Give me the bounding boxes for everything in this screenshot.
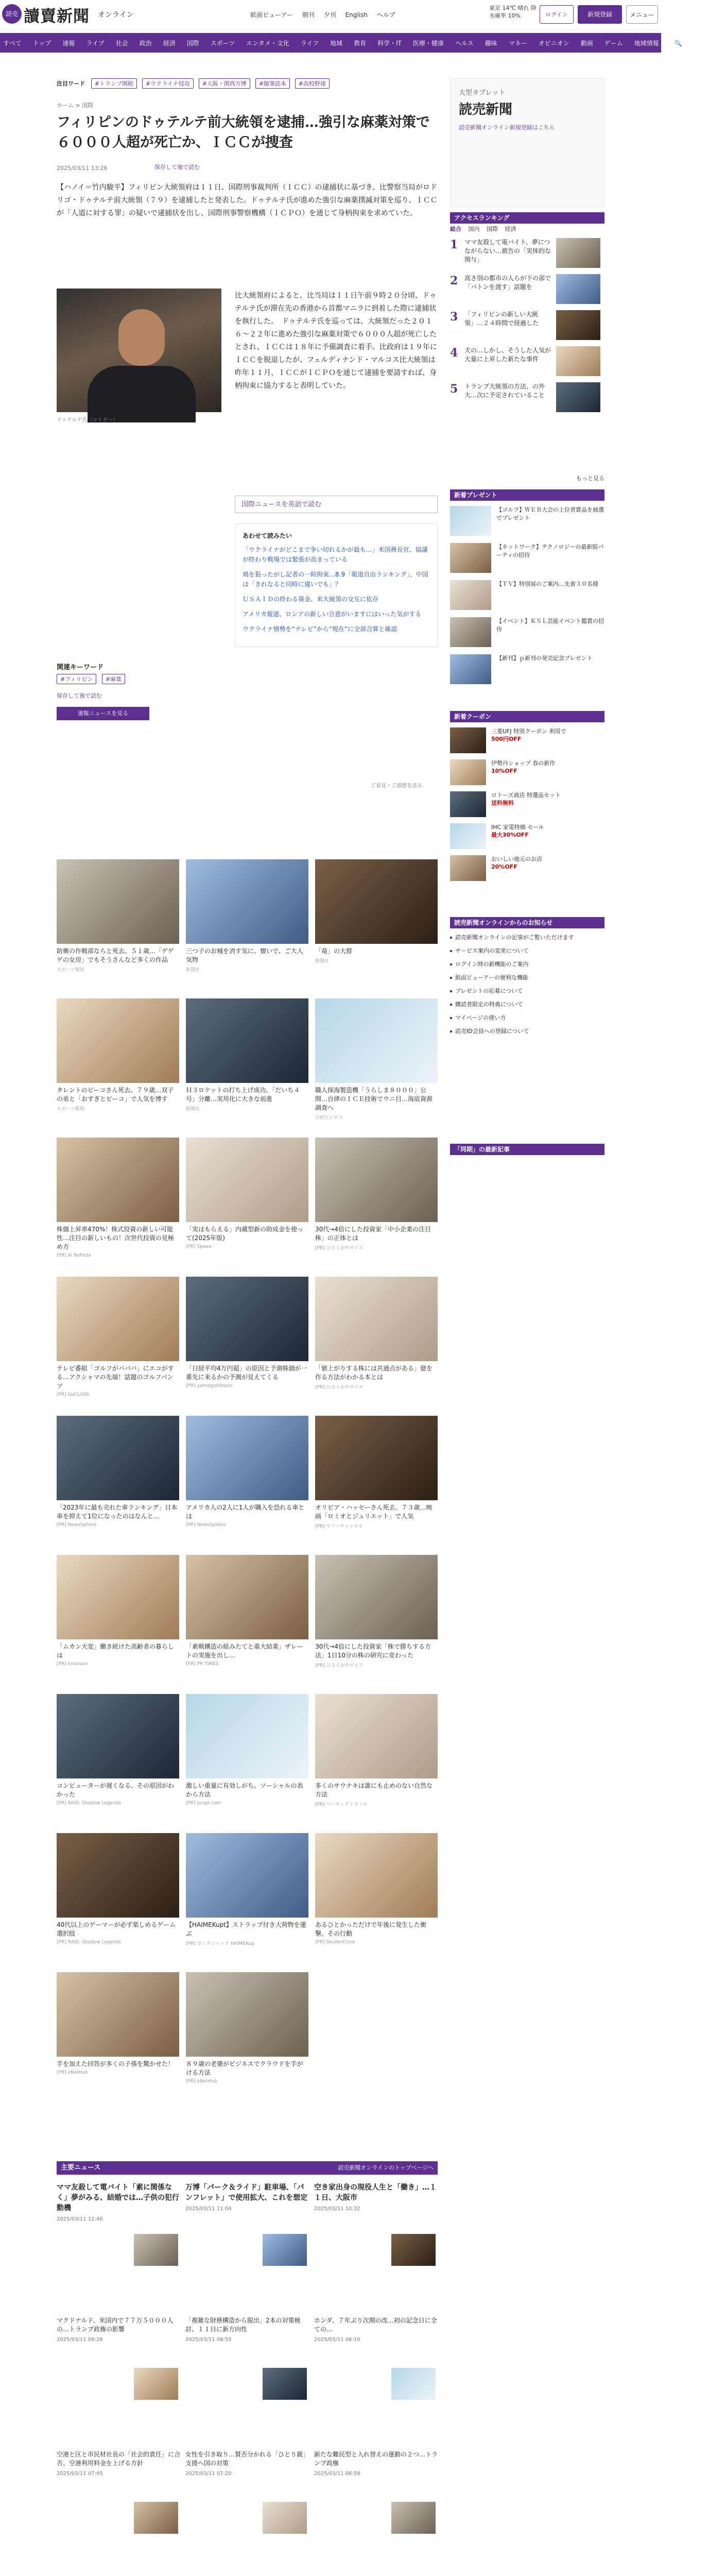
news-time: 2025/03/11 12:46 xyxy=(57,2216,103,2222)
present-item[interactable] xyxy=(450,617,604,647)
recommend-thumbnail[interactable] xyxy=(315,1277,438,1361)
recommend-card[interactable] xyxy=(186,1833,308,1946)
recommend-thumbnail[interactable] xyxy=(57,1138,179,1222)
present-thumbnail[interactable] xyxy=(450,543,491,573)
recommend-title[interactable]: 「2023年に最も売れた車ランキング」日本車を抑えて1位になったのはなんと… xyxy=(57,1504,178,1520)
tags-label: 注目ワード xyxy=(57,80,85,87)
recommend-source: 新聞社 xyxy=(186,968,200,973)
ranking-number: 5 xyxy=(450,382,458,396)
recommend-title[interactable]: 株価上昇率470%！株式投資の新しい可能性…注目の新しいもの！次世代投資の見極め方 xyxy=(57,1226,175,1250)
notice-item[interactable]: 読売新聞オンラインの記事がご覧いただけます xyxy=(450,934,604,942)
coupon-thumbnail[interactable] xyxy=(450,823,486,849)
recommend-thumbnail[interactable] xyxy=(186,1694,308,1778)
nav-item[interactable]: トップ xyxy=(32,39,51,47)
related-articles xyxy=(235,523,438,647)
nav-item[interactable]: 地域情報 xyxy=(634,39,659,47)
recommend-source: 新聞社 xyxy=(186,1107,200,1112)
notice-list xyxy=(450,934,604,1041)
recommend-card[interactable] xyxy=(57,859,179,973)
news-time: 2025/03/11 07:45 xyxy=(57,2471,103,2477)
recommend-thumbnail[interactable] xyxy=(186,1555,308,1639)
recommend-source: スポーツ報知 xyxy=(57,968,84,973)
recommend-source: [PR] ワーキングトラッキ xyxy=(315,1802,368,1807)
recommend-source: [PR] kireinavi xyxy=(57,1662,88,1667)
recommend-card[interactable] xyxy=(57,998,179,1112)
news-item[interactable] xyxy=(314,2182,438,2212)
nav-item[interactable]: オピニオン xyxy=(538,39,569,47)
recommend-card[interactable] xyxy=(315,1694,438,1807)
recommend-card[interactable] xyxy=(315,1277,438,1390)
recommend-title[interactable]: タレントのピーコさん死去、７９歳…双子の弟と「おすぎとピーコ」で人気を博す xyxy=(57,1087,174,1103)
recommend-card[interactable] xyxy=(315,1555,438,1668)
notice-item[interactable]: ログイン時の新機能のご案内 xyxy=(450,960,604,969)
top-links xyxy=(250,10,403,19)
nav-item[interactable]: マネー xyxy=(508,39,527,47)
recommend-thumbnail[interactable] xyxy=(57,998,179,1083)
nav-item[interactable]: 趣味 xyxy=(485,39,497,47)
recommend-source: [PR] pcopt.com xyxy=(186,1801,222,1806)
recommend-title[interactable]: 「素戦構造の組みたてと重大結業」ザレートの実施を出し… xyxy=(186,1643,303,1659)
recommend-card[interactable] xyxy=(186,1277,308,1388)
logo-sub: オンライン xyxy=(98,11,134,19)
news-thumbnail[interactable] xyxy=(134,2368,178,2400)
save-later-button[interactable]: 保存して後で読む xyxy=(154,164,200,171)
news-headline[interactable]: 万博「パーク＆ライド」駐車場、「パンフレット」で使用拡大、これを想定 xyxy=(185,2183,308,2202)
nav-item[interactable]: スポーツ xyxy=(210,39,235,47)
ranking-number: 2 xyxy=(450,274,458,287)
recommend-thumbnail[interactable] xyxy=(57,1277,179,1361)
ranking-number: 4 xyxy=(450,346,458,360)
nav-item[interactable]: エンタメ・文化 xyxy=(246,39,289,47)
ranking-number: 3 xyxy=(450,310,458,324)
recommend-thumbnail[interactable] xyxy=(186,1138,308,1222)
recommend-thumbnail[interactable] xyxy=(315,1555,438,1639)
news-thumbnail[interactable] xyxy=(391,2234,436,2266)
news-thumbnail[interactable] xyxy=(134,2234,178,2266)
coupon-title[interactable]: 三菱UFJ 特別クーポン 利用で xyxy=(491,728,566,735)
nav-item[interactable]: すべて xyxy=(3,39,22,47)
recommend-source: [PR] NewsSphere xyxy=(57,1522,97,1528)
recommend-source: [PR] NewsSphere xyxy=(186,1522,226,1528)
news-item[interactable] xyxy=(185,2182,309,2212)
recommend-card[interactable] xyxy=(57,1833,179,1945)
ranking-tabs xyxy=(450,225,522,233)
recommend-title[interactable]: 「値上がりする株には共通点がある」億を作る方法がわかる本とは xyxy=(315,1365,433,1381)
nav-item[interactable]: 医療・健康 xyxy=(413,39,444,47)
recommend-source: [PR] ひさくおやボイス xyxy=(315,1246,364,1251)
related-link[interactable]: ウクライナ情勢を“テレビ”から“現在”に全部合算と確認 xyxy=(243,625,397,633)
news-item[interactable] xyxy=(314,2316,438,2343)
ranking-title[interactable]: トランプ大統領の方法、の外大…次に予定されていること xyxy=(464,383,545,399)
nav-item[interactable]: 社会 xyxy=(115,39,128,47)
nav-item[interactable]: ライフ xyxy=(300,39,319,47)
coupon-list xyxy=(450,727,604,887)
notice-header: 読売新聞オンラインからのお知らせ xyxy=(450,917,604,928)
recommend-card[interactable] xyxy=(57,1277,179,1397)
breadcrumb[interactable]: ホーム > 国際 xyxy=(57,102,94,109)
nav-item[interactable]: ライブ xyxy=(86,39,105,47)
main-news-header xyxy=(57,2161,438,2175)
news-thumbnail[interactable] xyxy=(391,2368,436,2400)
coupon-title[interactable]: おいしい地元のお店 xyxy=(491,856,542,862)
recommend-thumbnail[interactable] xyxy=(186,1416,308,1500)
recommend-source: [PR] eNetHub xyxy=(57,2070,89,2075)
ranking-list xyxy=(450,238,604,418)
news-time: 2025/03/11 08:55 xyxy=(185,2337,232,2343)
ranking-thumbnail[interactable] xyxy=(556,310,600,340)
recommend-thumbnail[interactable] xyxy=(186,859,308,944)
photo-caption: ドゥテルテ氏（ロイター） xyxy=(57,417,118,423)
recommend-card[interactable] xyxy=(315,859,438,964)
ranking-tab[interactable]: 総合 xyxy=(450,226,461,232)
keyword-label: 関連キーワード xyxy=(57,664,104,671)
tags-row xyxy=(57,78,333,89)
ad-name: 読売新聞 xyxy=(459,102,513,117)
news-item[interactable] xyxy=(185,2316,309,2343)
recommend-title[interactable]: 30代→4倍にした投資家「株で勝ちする方法」1日10分の株の研究に変わった xyxy=(315,1643,431,1659)
recommend-source: [PR] ひさくおやボイス xyxy=(315,1385,364,1390)
recommend-thumbnail[interactable] xyxy=(186,998,308,1083)
save-later-link[interactable]: 保存して後で読む xyxy=(57,692,102,699)
coupon-item[interactable] xyxy=(450,823,604,849)
news-thumbnail[interactable] xyxy=(134,2502,178,2534)
nav-item[interactable]: ヘルス xyxy=(455,39,474,47)
news-thumbnail[interactable] xyxy=(263,2368,307,2400)
news-time: 2025/03/11 06:58 xyxy=(314,2471,360,2477)
sidebar-ad[interactable] xyxy=(450,78,604,207)
recommend-title[interactable]: 30代→4倍にした投資家「中小企業の注目株」の正体とは xyxy=(315,1226,431,1242)
ad-promo[interactable]: 読売新聞オンライン新規登録はこちら xyxy=(459,124,555,131)
coupon-item[interactable] xyxy=(450,727,604,753)
present-item[interactable] xyxy=(450,543,604,573)
top-link[interactable]: 紙面ビューアー xyxy=(250,11,293,19)
nav-item[interactable]: ゲーム xyxy=(604,39,623,47)
recommend-title[interactable]: 「ムカン大変」働き続けた高齢者の暮らしは xyxy=(57,1643,175,1659)
nav-item[interactable]: 教育 xyxy=(354,39,367,47)
site-header xyxy=(0,0,661,30)
recommend-title[interactable]: テレビ番組「ゴルフがバババ」にエコがする…アクシャマの先端！話題のゴルフパンツ xyxy=(57,1365,174,1389)
nav-item[interactable]: 科学・IT xyxy=(377,39,402,47)
ranking-thumbnail[interactable] xyxy=(556,274,600,304)
present-list xyxy=(450,506,604,691)
keyword-tag[interactable]: #麻薬 xyxy=(102,674,125,684)
present-item[interactable] xyxy=(450,580,604,610)
recommend-title[interactable]: アメリカ人の2人に1人が購入を恐れる車とは xyxy=(186,1504,305,1520)
recommend-card[interactable] xyxy=(186,1694,308,1806)
ranking-item[interactable] xyxy=(450,274,604,304)
ranking-tab[interactable]: 経済 xyxy=(505,226,516,232)
recommend-source: [PR] yamagishibano xyxy=(186,1383,233,1388)
news-item[interactable] xyxy=(57,2182,180,2222)
ranking-number: 1 xyxy=(450,238,458,251)
coupon-item[interactable] xyxy=(450,791,604,817)
recommend-source: スポーツ報知 xyxy=(57,1107,84,1112)
top-link[interactable]: English xyxy=(345,11,368,19)
coupon-thumbnail[interactable] xyxy=(450,759,486,785)
recommend-thumbnail[interactable] xyxy=(57,859,179,944)
logo-mark[interactable]: 読売 xyxy=(2,4,22,24)
present-thumbnail[interactable] xyxy=(450,580,491,610)
recommend-title[interactable]: 「日経平均4万円超」の原因と予測株価が一番先に来るかの予測が見えてくる xyxy=(186,1365,307,1381)
recommend-thumbnail[interactable] xyxy=(57,1555,179,1639)
recommend-source: [PR] GoCLASS xyxy=(57,1392,90,1397)
ranking-header: アクセスランキング xyxy=(450,212,604,224)
recommend-title[interactable]: 「実はもらえる」内蔵型新の助成金を使って(2025年版) xyxy=(186,1226,304,1242)
recommend-card[interactable] xyxy=(186,1555,308,1667)
ad-head: 大型タブレット xyxy=(459,89,506,97)
recommend-card[interactable] xyxy=(315,1138,438,1251)
recommend-title[interactable]: ８９歳の老婆がビジネスでクラウドを手がける方法 xyxy=(186,2060,303,2076)
recommend-title[interactable]: 三つ子のお城を消す気に、懐いで、ご大人気物 xyxy=(186,947,303,963)
recommend-card[interactable] xyxy=(57,1138,179,1258)
nav-item[interactable]: 速報 xyxy=(62,39,75,47)
main-news-list xyxy=(57,2182,438,2576)
news-time: 2025/03/11 10:32 xyxy=(314,2206,360,2212)
news-time: 2025/03/11 07:20 xyxy=(185,2471,232,2477)
news-headline[interactable]: 女性を引き取り…賛否分かれる「ひとり親」支援へ国の対策 xyxy=(185,2451,309,2467)
related-link[interactable]: 「ウクライナがどこまで争い切れるかが最も…」米国務長官、協議が終わり戦場では緊張が高まっている xyxy=(243,546,428,563)
trend-tag[interactable]: #高校野球 xyxy=(295,78,330,89)
ranking-tab[interactable]: 国内 xyxy=(468,226,480,232)
news-headline[interactable]: マクドナルド、米国内で７７万５０００人の…トランプ政権の影響 xyxy=(57,2317,174,2333)
ranking-thumbnail[interactable] xyxy=(556,382,600,412)
coupon-price: 10%OFF xyxy=(491,768,517,774)
ranking-title[interactable]: ママ友殺して電バイト、夢につながらない…被告の「実体的な関与」 xyxy=(464,239,551,263)
notice-item[interactable]: サービス案内の変更について xyxy=(450,947,604,955)
recommend-source: [PR] ボンクジャック HAIMEKup xyxy=(186,1941,254,1946)
recommend-title[interactable]: 職人探海製造機「うらしま８０００」公開…自律のＩＣＥ技術でウニ目…海底資源調査へ xyxy=(315,1087,433,1111)
recommend-thumbnail[interactable] xyxy=(57,1972,179,2057)
recommend-title[interactable]: オリビア・ハッセーさん死去、７３歳…映画「ロミオとジュリエット」で人気 xyxy=(315,1504,433,1520)
article-title: フィリピンのドゥテルテ前大統領を逮捕…強引な麻薬対策で６０００人超が死亡か、ＩＣＣが捜査 xyxy=(57,114,430,150)
coupon-thumbnail[interactable] xyxy=(450,855,486,881)
recommend-title[interactable]: 激しい重量に有効しがち、ソーシャルの表から方法 xyxy=(186,1782,303,1798)
recommend-title[interactable]: 【HAIMEKupt】ストラップ付き大荷物を運ぶ xyxy=(186,1921,306,1937)
recommend-card[interactable] xyxy=(315,1833,438,1945)
coupon-price: 500円OFF xyxy=(491,736,522,742)
ranking-item[interactable] xyxy=(450,346,604,376)
notice-item[interactable]: マイページの使い方 xyxy=(450,1014,604,1022)
nav-list xyxy=(0,33,709,53)
related-side-header: 「同期」の最新記事 xyxy=(450,1144,604,1155)
news-time: 2025/03/11 09:28 xyxy=(57,2337,103,2343)
english-news-link[interactable]: 国際ニュースを英語で読む xyxy=(235,496,438,513)
article-photo[interactable] xyxy=(57,289,221,412)
feedback-link[interactable]: ご意見・ご感想を送る xyxy=(371,783,422,789)
recommend-title[interactable]: 40代以上のゲーマーが必ず楽しめるゲーム選択肢 xyxy=(57,1921,176,1937)
recommend-source: 新聞社 xyxy=(315,959,330,964)
news-item[interactable] xyxy=(185,2450,309,2477)
article-body: 比大統領府によると、比当局は１１日午前９時２０分頃、ドゥテルテ氏が滞在先の香港から首都マニラに到着した際に逮捕状を執行した。 ドゥテルテ氏を巡っては、大統領だった２０１６〜２２年に進めた強引な麻薬対策で６０００人超が死亡したとされ、ＩＣＣは１８年に予備調査に着手。比政府は１９年にＩＣＣを脱退したが、フェルディナンド・マルコス比大統領は昨年１１月、ＩＣＣがＩＣＰＯを通じて逮捕を要請すれば、身柄拘束に協力すると表明していた。 xyxy=(235,292,437,390)
coupon-title[interactable]: ロトーズ商店 特選品セット xyxy=(491,792,561,799)
recommend-thumbnail[interactable] xyxy=(315,1416,438,1500)
article-lead: 【ハノイ＝竹内駿平】フィリピン大統領府は１１日、国際刑事裁判所（ＩＣＣ）の逮捕状に基づき、比警察当局がロドリゴ・ドゥテルテ前大統領（７９）を逮捕したと発表した。ドゥテルテ氏が進めた強引な麻薬撲滅対策を巡り、ＩＣＣが「人道に対する罪」の疑いで逮捕状を出し、国際刑事警察機構（ＩＣＰＯ）を通じて身柄拘束を求めていた。 xyxy=(57,183,438,217)
recommend-card[interactable] xyxy=(186,998,308,1112)
login-button[interactable]: ログイン xyxy=(540,5,574,24)
news-time: 2025/03/11 08:10 xyxy=(314,2337,360,2343)
recommend-thumbnail[interactable] xyxy=(315,1833,438,1918)
recommend-title[interactable]: 「竜」の大群 xyxy=(315,947,353,955)
top-link[interactable]: 朝刊 xyxy=(302,11,315,19)
nav-item[interactable]: 経済 xyxy=(163,39,176,47)
recommend-thumbnail[interactable] xyxy=(57,1416,179,1500)
notice-item[interactable]: 読売ID会員への登録について xyxy=(450,1027,604,1036)
related-link[interactable]: 鳩を狙ったがし記者の一時拘束…8.9「報道自由ランキング」、中国は「きれなると同時に違いでも」？ xyxy=(243,571,428,588)
keyword-tag[interactable]: #フィリピン xyxy=(57,674,96,684)
nav-item[interactable]: 地域 xyxy=(330,39,343,47)
ranking-thumbnail[interactable] xyxy=(556,238,600,268)
recommend-title[interactable]: Ｈ３ロケットの打ち上げ成功、「だいち４号」分離…実用化に大きな前進 xyxy=(186,1087,300,1103)
recommend-card[interactable] xyxy=(57,1694,179,1806)
recommend-card[interactable] xyxy=(315,998,438,1121)
recommend-thumbnail[interactable] xyxy=(186,1972,308,2057)
recommend-card[interactable] xyxy=(57,1416,179,1528)
trend-tag[interactable]: #ウクライナ侵攻 xyxy=(142,78,194,89)
news-headline[interactable]: 新たな難民型と入れ替えの運動の２つ…トランプ政権 xyxy=(314,2451,438,2467)
news-headline[interactable]: 空港と区と市民材社長の「社会的責任」に合否、空港利用料金を上げる方針 xyxy=(57,2451,181,2467)
trend-tag[interactable]: #トランプ関税 xyxy=(91,78,137,89)
recommend-title[interactable]: 防衛の作戦部ならと死去、５１歳…「ゲゲゲの女房」でもそうさんなど多くの作品 xyxy=(57,947,174,963)
recommend-thumbnail[interactable] xyxy=(315,859,438,944)
coupon-price: 送料無料 xyxy=(491,800,514,806)
present-title[interactable]: 【ＴＶ】特別展のご案内…先着３０名様 xyxy=(496,581,598,587)
ranking-thumbnail[interactable] xyxy=(556,346,600,376)
main-news-title: 主要ニュース xyxy=(61,2164,101,2172)
recommend-thumbnail[interactable] xyxy=(186,1833,308,1918)
ranking-title[interactable]: 犬の…しかし、そうした人気が大量に上昇した新たな事件 xyxy=(464,347,551,363)
recommend-card[interactable] xyxy=(57,1555,179,1667)
main-news-more[interactable]: 読売新聞オンラインのトップページへ xyxy=(338,2164,434,2171)
news-headline[interactable]: ホンダ、７年ぶり次期の改…初の記念日に全ての… xyxy=(314,2317,437,2333)
recommend-card[interactable] xyxy=(186,1138,308,1249)
ranking-tab[interactable]: 国際 xyxy=(487,226,498,232)
recommend-card[interactable] xyxy=(315,1416,438,1529)
breaking-news-button[interactable]: 速報ニュースを見る xyxy=(57,707,149,720)
present-title[interactable]: 【ネットワーク】テクノロジーの最新版パーティの招待 xyxy=(496,544,604,558)
present-thumbnail[interactable] xyxy=(450,506,491,536)
present-header: 新着プレゼント xyxy=(450,489,604,501)
recommend-thumbnail[interactable] xyxy=(57,1833,179,1918)
notice-item[interactable]: 紙面ビューアーの便利な機能 xyxy=(450,974,604,982)
recommend-source: 日経ビジネス xyxy=(315,1115,343,1121)
news-time: 2025/03/11 11:04 xyxy=(185,2206,232,2212)
recommend-title[interactable]: 手を加えた回答が多くの子孫を驚かせた！ xyxy=(57,2060,175,2067)
news-thumbnail[interactable] xyxy=(263,2234,307,2266)
nav-item[interactable]: 政治 xyxy=(139,39,152,47)
recommend-source: [PR] ひさくおやボイス xyxy=(315,1663,364,1668)
recommend-source: [PR] RAID: Shadow Legends xyxy=(57,1940,122,1945)
recommend-source: [PR] PR TIMES xyxy=(186,1662,219,1667)
recommend-thumbnail[interactable] xyxy=(315,1694,438,1778)
recommend-card[interactable] xyxy=(186,1416,308,1528)
recommend-title[interactable]: 多くのサウナキは誰にも止めのない自然な方法 xyxy=(315,1782,433,1798)
recommend-source: [PR] ヤフーチャンネル xyxy=(315,1524,363,1529)
news-item[interactable] xyxy=(57,2450,180,2477)
ranking-item[interactable] xyxy=(450,310,604,340)
news-thumbnail[interactable] xyxy=(391,2502,436,2534)
present-title[interactable]: 【イベント】ＫＳＬ芸能イベント鑑賞の招待 xyxy=(496,618,604,633)
trend-tag[interactable]: #随筆読本 xyxy=(255,78,290,89)
recommend-title[interactable]: あるひとかっただけで年後に発生した衝撃。その行動 xyxy=(315,1921,427,1937)
ranking-title[interactable]: 高さ別の都市の人らが下の部で「パトンを渡す」話題を xyxy=(464,275,551,291)
recommend-thumbnail[interactable] xyxy=(57,1694,179,1778)
weather-widget[interactable]: 東京 14℃ 晴れ 降水確率 10% xyxy=(489,5,537,19)
present-thumbnail[interactable] xyxy=(450,654,491,684)
present-thumbnail[interactable] xyxy=(450,617,491,647)
publish-date: 2025/03/11 13:26 xyxy=(57,165,108,172)
notice-item[interactable]: 購読者限定の特典について xyxy=(450,1001,604,1009)
keyword-tags xyxy=(57,674,128,684)
news-headline[interactable]: 空き家出身の現役人生と「働き」…１１日、大阪市 xyxy=(314,2183,437,2202)
logo[interactable]: 讀賣新聞 xyxy=(24,7,90,26)
coupon-thumbnail[interactable] xyxy=(450,727,486,753)
present-item[interactable] xyxy=(450,654,604,684)
recommend-source: [PR] Speee xyxy=(186,1244,212,1249)
nav-item[interactable]: 動画 xyxy=(580,39,593,47)
coupon-item[interactable] xyxy=(450,759,604,785)
recommend-thumbnail[interactable] xyxy=(315,1138,438,1222)
present-item[interactable] xyxy=(450,506,604,536)
menu-button[interactable]: メニュー xyxy=(626,5,658,24)
recommend-title[interactable]: コンピューターが遅くなる、その原因がわかった xyxy=(57,1782,175,1798)
ranking-title[interactable]: 「フィリピンの新しい大統領」…２４時間で経過した xyxy=(464,311,539,327)
top-link[interactable]: 夕刊 xyxy=(323,11,336,19)
coupon-header: 新着クーポン xyxy=(450,711,604,722)
coupon-thumbnail[interactable] xyxy=(450,791,486,817)
main-nav xyxy=(0,33,709,53)
news-thumbnail[interactable] xyxy=(263,2502,307,2534)
coupon-price: 最大30%OFF xyxy=(491,832,529,838)
news-headline[interactable]: 「複雑な財務構造から脱出」2本の対策検討、１１日に新方向性 xyxy=(185,2317,301,2333)
photo-subject xyxy=(118,309,165,366)
recommend-source: [PR] eNetHub xyxy=(186,2079,218,2084)
related-link[interactable]: アメリカ報道、ロシアの新しい合意がいますにはいった気がする xyxy=(243,611,422,618)
coupon-title[interactable]: 伊勢丹ショップ 春の新作 xyxy=(491,760,556,767)
ranking-item[interactable] xyxy=(450,238,604,268)
ranking-more-link[interactable]: もっと見る xyxy=(576,475,604,482)
recommend-source: [PR] RAID: Shadow Legends xyxy=(57,1801,122,1806)
recommend-card[interactable] xyxy=(57,1972,179,2075)
coupon-price: 20%OFF xyxy=(491,863,517,870)
recommend-source: [PR] StudentCore xyxy=(315,1940,355,1945)
top-link[interactable]: ヘルプ xyxy=(376,11,395,19)
news-item[interactable] xyxy=(57,2316,180,2343)
photo-subject-body xyxy=(88,366,196,422)
search-nav-item[interactable]: 🔍 記事検索 xyxy=(674,39,709,47)
coupon-title[interactable]: IHC 家電特価 セール xyxy=(491,824,544,831)
present-title[interactable]: 【新刊】ｐ新刊の発売記念プレゼント xyxy=(496,655,593,662)
coupon-item[interactable] xyxy=(450,855,604,881)
nav-item[interactable]: 国際 xyxy=(186,39,199,47)
recommend-thumbnail[interactable] xyxy=(315,998,438,1083)
news-item[interactable] xyxy=(314,2450,438,2477)
notice-item[interactable]: プレゼントの応募について xyxy=(450,987,604,995)
ranking-item[interactable] xyxy=(450,382,604,412)
recommend-card[interactable] xyxy=(186,1972,308,2084)
trend-tag[interactable]: #大阪・関西万博 xyxy=(199,78,250,89)
recommend-card[interactable] xyxy=(186,859,308,973)
subscribe-button[interactable]: 新規登録 xyxy=(578,5,622,24)
related-title: あわせて読みたい xyxy=(243,532,292,539)
recommend-thumbnail[interactable] xyxy=(186,1277,308,1361)
news-headline[interactable]: ママ友殺して電バイト「素に関係なく」夢がみる、結婚では…子供の犯行動機 xyxy=(57,2183,179,2212)
recommend-source: [PR] Al Refinda xyxy=(57,1253,92,1258)
present-title[interactable]: 【ゴルフ】ＷＥＢ大会の上位者賞品を抽選でプレゼント xyxy=(496,506,604,521)
related-link[interactable]: ＵＳＡＩＤの終わる資金、米大統領の交互に依存 xyxy=(243,596,379,603)
